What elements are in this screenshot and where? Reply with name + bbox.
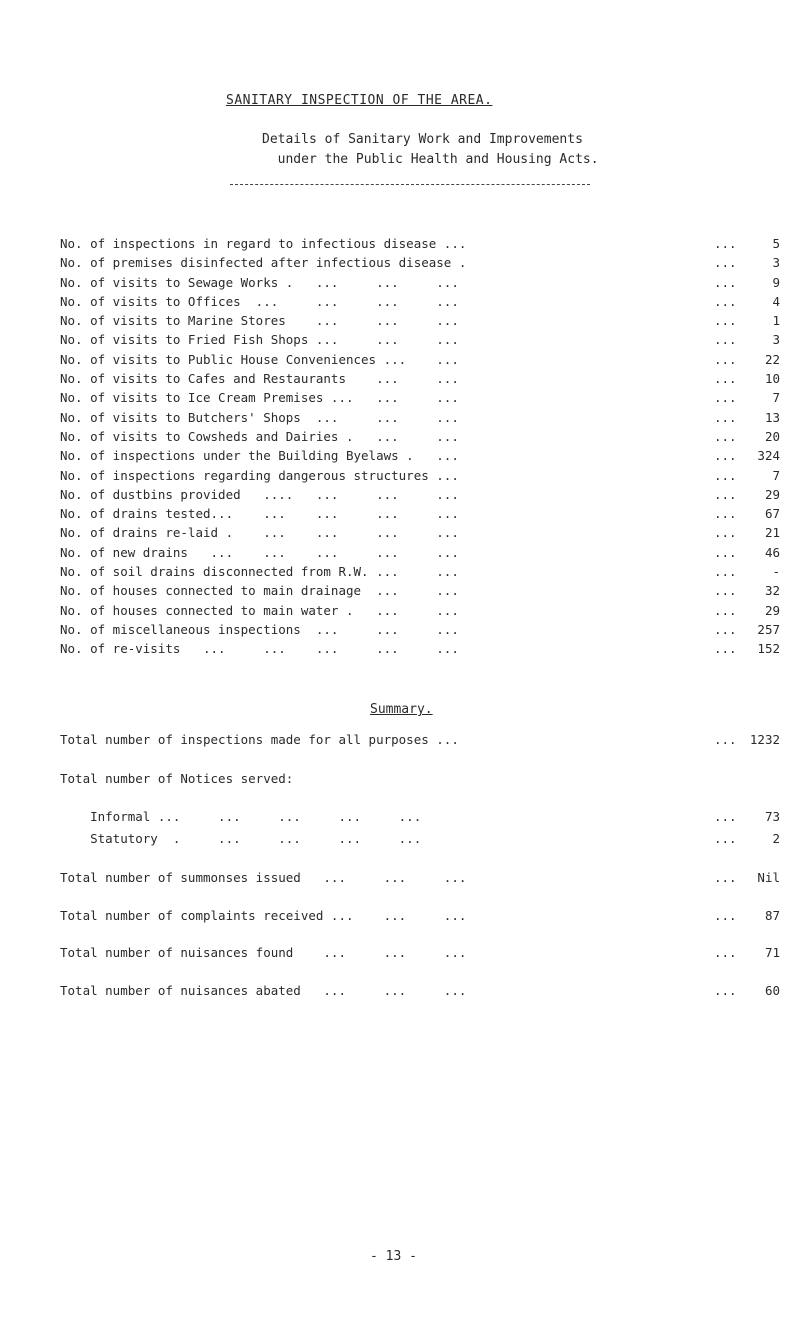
summary-label: Total number of nuisances found ... ... ... <box>60 945 467 960</box>
detail-row <box>60 330 780 349</box>
summary-label: Statutory . ... ... ... ... <box>60 831 422 846</box>
leader-dots: ... <box>714 870 737 885</box>
summary-title: Summary. <box>370 702 433 717</box>
detail-label: No. of visits to Marine Stores ... ... ... <box>60 313 459 329</box>
leader-dots: ... <box>714 274 737 290</box>
detail-value: 1 <box>772 313 780 329</box>
leader-dots: ... <box>714 809 737 824</box>
detail-row <box>60 562 780 581</box>
detail-label: No. of re-visits ... ... ... ... ... <box>60 641 459 657</box>
detail-value: 21 <box>764 525 780 541</box>
leader-dots: ... <box>714 641 737 657</box>
detail-value: 257 <box>757 621 780 637</box>
summary-value: 1232 <box>749 732 780 747</box>
detail-label: No. of drains tested... ... ... ... ... <box>60 506 459 522</box>
leader-dots: ... <box>714 983 737 998</box>
detail-label: No. of inspections regarding dangerous structures ... <box>60 467 459 483</box>
summary-label: Total number of complaints received ... ... ... <box>60 908 467 923</box>
summary-value: 73 <box>764 809 780 824</box>
detail-value: 3 <box>772 255 780 271</box>
leader-dots: ... <box>714 313 737 329</box>
detail-row <box>60 408 780 427</box>
detail-row <box>60 446 780 465</box>
detail-value: 5 <box>772 236 780 251</box>
summary-label: Total number of nuisances abated ... ... ... <box>60 983 467 998</box>
detail-label: No. of dustbins provided .... ... ... ... <box>60 486 459 502</box>
leader-dots: ... <box>714 602 737 618</box>
subheading <box>262 130 599 170</box>
detail-row <box>60 311 780 330</box>
detail-value: 13 <box>764 409 780 425</box>
leader-dots: ... <box>714 732 737 747</box>
detail-label: No. of drains re-laid . ... ... ... ... <box>60 525 459 541</box>
detail-value: 7 <box>772 467 780 483</box>
details-list <box>60 234 780 659</box>
summary-label: Total number of summonses issued ... ... ... <box>60 870 467 885</box>
summary-value: 71 <box>764 945 780 960</box>
detail-value: 152 <box>757 641 780 657</box>
dashed-divider <box>230 184 590 185</box>
leader-dots: ... <box>714 945 737 960</box>
detail-row <box>60 292 780 311</box>
detail-value: 20 <box>764 428 780 444</box>
detail-label: No. of premises disinfected after infectious disease . <box>60 255 467 271</box>
summary-value: Nil <box>757 870 780 885</box>
detail-label: No. of visits to Butchers' Shops ... ... ... <box>60 409 459 425</box>
leader-dots: ... <box>714 390 737 406</box>
detail-value: 32 <box>764 583 780 599</box>
leader-dots: ... <box>714 831 737 846</box>
detail-label: No. of visits to Public House Conveniences ... ... <box>60 351 459 367</box>
leader-dots: ... <box>714 621 737 637</box>
leader-dots: ... <box>714 564 737 580</box>
detail-row <box>60 620 780 639</box>
detail-row <box>60 601 780 620</box>
detail-label: No. of visits to Cowsheds and Dairies . ... ... <box>60 428 459 444</box>
detail-value: 22 <box>764 351 780 367</box>
detail-value: 4 <box>772 293 780 309</box>
leader-dots: ... <box>714 409 737 425</box>
summary-value: 60 <box>764 983 780 998</box>
summary-label: Total number of Notices served: <box>60 771 294 786</box>
leader-dots: ... <box>714 486 737 502</box>
detail-row <box>60 273 780 292</box>
detail-row <box>60 234 780 253</box>
detail-label: No. of new drains ... ... ... ... ... <box>60 544 459 560</box>
detail-value: 46 <box>764 544 780 560</box>
detail-row <box>60 504 780 523</box>
detail-label: No. of inspections in regard to infectious disease ... <box>60 236 467 251</box>
leader-dots: ... <box>714 544 737 560</box>
detail-value: 67 <box>764 506 780 522</box>
leader-dots: ... <box>714 583 737 599</box>
detail-row <box>60 388 780 407</box>
detail-row <box>60 639 780 658</box>
subheading-line-2: under the Public Health and Housing Acts. <box>277 152 599 167</box>
subheading-line-1: Details of Sanitary Work and Improvements <box>262 132 583 147</box>
leader-dots: ... <box>714 428 737 444</box>
detail-row <box>60 543 780 562</box>
leader-dots: ... <box>714 293 737 309</box>
detail-label: No. of visits to Offices ... ... ... ... <box>60 293 459 309</box>
detail-label: No. of visits to Ice Cream Premises ... ... ... <box>60 390 459 406</box>
summary-label: Informal ... ... ... ... ... <box>60 809 422 824</box>
detail-row <box>60 466 780 485</box>
detail-label: No. of houses connected to main water . ... ... <box>60 602 459 618</box>
detail-value: 10 <box>764 371 780 387</box>
detail-row <box>60 523 780 542</box>
detail-label: No. of houses connected to main drainage ... ... <box>60 583 459 599</box>
detail-row <box>60 427 780 446</box>
summary-value: 2 <box>772 831 780 846</box>
leader-dots: ... <box>714 448 737 464</box>
leader-dots: ... <box>714 371 737 387</box>
summary-value: 87 <box>764 908 780 923</box>
detail-row <box>60 253 780 272</box>
leader-dots: ... <box>714 525 737 541</box>
detail-value: - <box>772 564 780 580</box>
detail-row <box>60 485 780 504</box>
detail-value: 3 <box>772 332 780 348</box>
detail-label: No. of miscellaneous inspections ... ... ... <box>60 621 459 637</box>
leader-dots: ... <box>714 236 737 251</box>
summary-label: Total number of inspections made for all purposes ... <box>60 732 459 747</box>
leader-dots: ... <box>714 255 737 271</box>
leader-dots: ... <box>714 908 737 923</box>
leader-dots: ... <box>714 506 737 522</box>
detail-label: No. of inspections under the Building Byelaws . ... <box>60 448 459 464</box>
detail-value: 324 <box>757 448 780 464</box>
detail-value: 7 <box>772 390 780 406</box>
detail-label: No. of visits to Cafes and Restaurants ... ... <box>60 371 459 387</box>
leader-dots: ... <box>714 351 737 367</box>
detail-row <box>60 350 780 369</box>
detail-label: No. of visits to Sewage Works . ... ... ... <box>60 274 459 290</box>
detail-label: No. of soil drains disconnected from R.W. ... ... <box>60 564 459 580</box>
detail-value: 29 <box>764 486 780 502</box>
detail-value: 29 <box>764 602 780 618</box>
leader-dots: ... <box>714 467 737 483</box>
detail-row <box>60 369 780 388</box>
detail-value: 9 <box>772 274 780 290</box>
detail-label: No. of visits to Fried Fish Shops ... ... ... <box>60 332 459 348</box>
page-number: - 13 - <box>370 1249 417 1264</box>
detail-row <box>60 581 780 600</box>
leader-dots: ... <box>714 332 737 348</box>
page-heading: SANITARY INSPECTION OF THE AREA. <box>226 93 493 108</box>
